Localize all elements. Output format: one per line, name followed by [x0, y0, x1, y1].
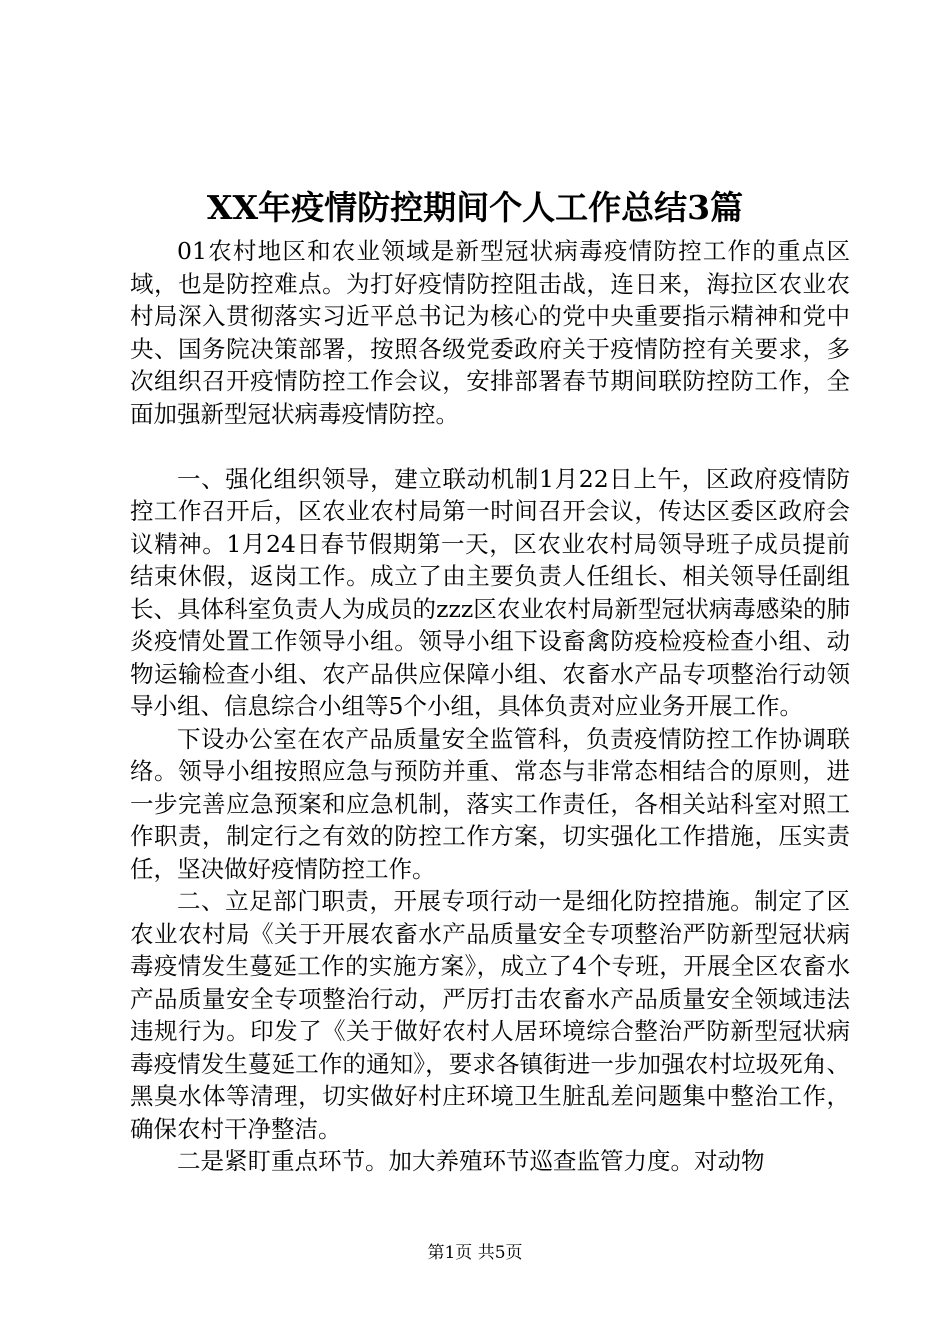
- paragraph-intro: 01农村地区和农业领域是新型冠状病毒疫情防控工作的重点区域，也是防控难点。为打好疫情防控阻击战，连日来，海拉区农业农村局深入贯彻落实习近平总书记为核心的党中央重要指示精神和党中央、国务院决策部署，按照各级党委政府关于疫情防控有关要求，多次组织召开疫情防控工作会议，安排部署春节期间联防控防工作，全面加强新型冠状病毒疫情防控。: [130, 237, 850, 428]
- paragraph-section-2: 二、立足部门职责，开展专项行动一是细化防控措施。制定了区农业农村局《关于开展农畜水产品质量安全专项整治严防新型冠状病毒疫情发生蔓延工作的实施方案》，成立了4个专班，开展全区农畜水产品质量安全专项整治行动，严厉打击农畜水产品质量安全领域违法违规行为。印发了《关于做好农村人居环境综合整治严防新型冠状病毒疫情发生蔓延工作的通知》，要求各镇街进一步加强农村垃圾死角、黑臭水体等清理，切实做好村庄环境卫生脏乱差问题集中整治工作，确保农村干净整洁。: [130, 887, 850, 1143]
- document-title: XX年疫情防控期间个人工作总结3篇: [206, 188, 744, 227]
- paragraph-key-links: 二是紧盯重点环节。加大养殖环节巡查监管力度。对动物: [177, 1147, 765, 1175]
- paragraph-office: 下设办公室在农产品质量安全监管科，负责疫情防控工作协调联络。领导小组按照应急与预防并重、常态与非常态相结合的原则，进一步完善应急预案和应急机制，落实工作责任，各相关站科室对照工作职责，制定行之有效的防控工作方案，切实强化工作措施，压实责任，坚决做好疫情防控工作。: [130, 724, 850, 883]
- paragraph-section-1: 一、强化组织领导，建立联动机制1月22日上午，区政府疫情防控工作召开后，区农业农村局第一时间召开会议，传达区委区政府会议精神。1月24日春节假期第一天，区农业农村局领导班子成员提前结束休假，返岗工作。成立了由主要负责人任组长、相关领导任副组长、具体科室负责人为成员的zzz区农业农村局新型冠状病毒感染的肺炎疫情处置工作领导小组。领导小组下设畜禽防疫检疫检查小组、动物运输检查小组、农产品供应保障小组、农畜水产品专项整治行动领导小组、信息综合小组等5个小组，具体负责对应业务开展工作。: [130, 464, 850, 720]
- paragraph-spacer: [130, 430, 850, 463]
- page-footer: 第1页 共5页: [427, 1243, 523, 1263]
- document-body: [130, 235, 850, 1178]
